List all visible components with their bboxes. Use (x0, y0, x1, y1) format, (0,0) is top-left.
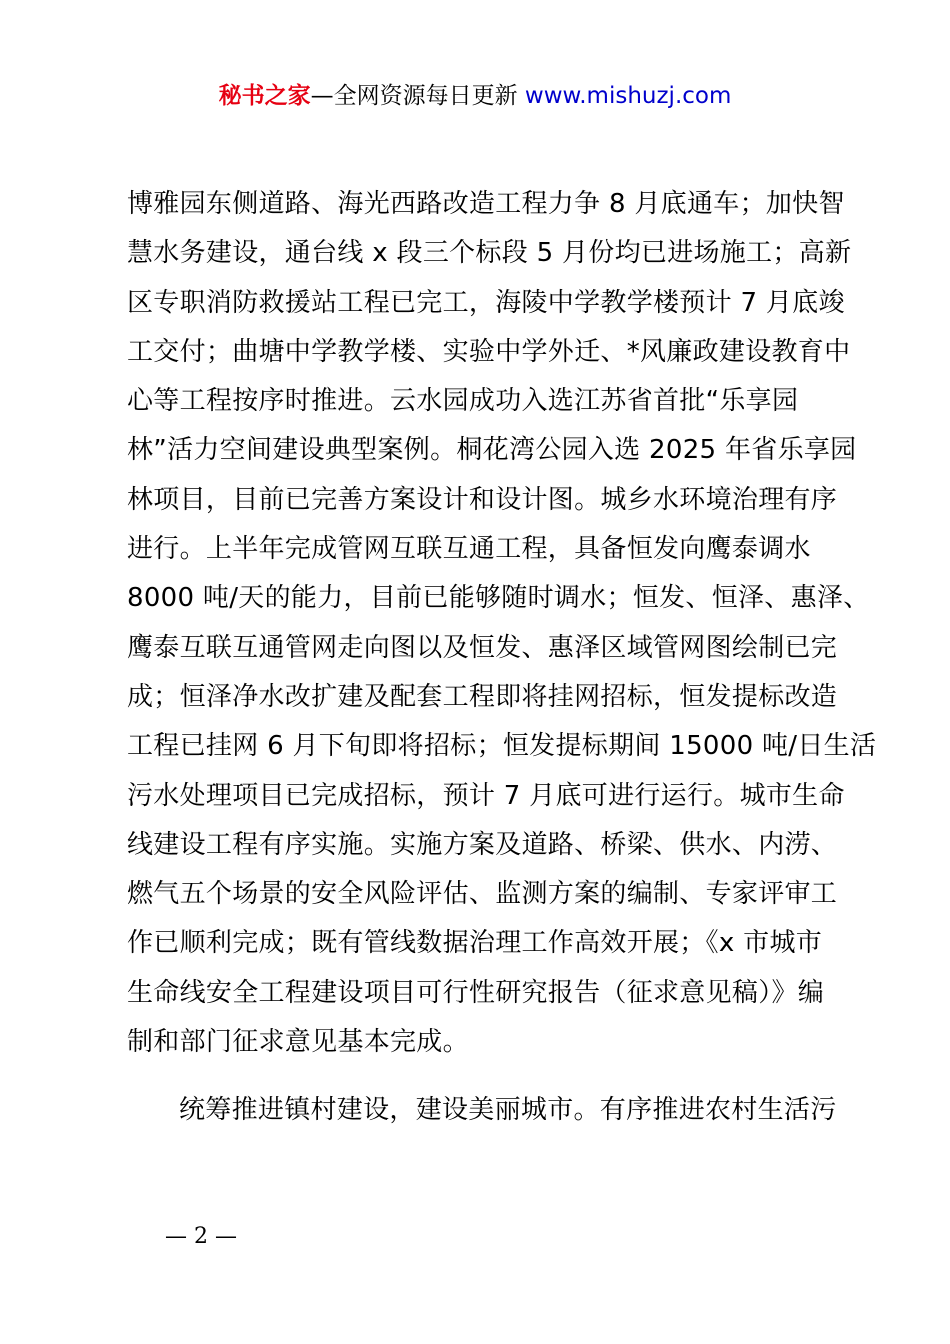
banner-url[interactable]: www.mishuzj.com (524, 83, 732, 109)
text-line: 鹰泰互联互通管网走向图以及恒发、惠泽区域管网图绘制已完 (127, 632, 838, 663)
banner-brand: 秘书之家 (218, 83, 311, 109)
text-line: 制和部门征求意见基本完成。 (127, 1027, 469, 1058)
page-number: — 2 — (165, 1224, 237, 1249)
text-line: 燃气五个场景的安全风险评估、监测方案的编制、专家评审工 (127, 879, 838, 910)
text-line: 林项目，目前已完善方案设计和设计图。城乡水环境治理有序 (127, 484, 838, 515)
text-line: 作已顺利完成；既有管线数据治理工作高效开展；《x 市城市 (127, 928, 823, 959)
text-line: 博雅园东侧道路、海光西路改造工程力争 8 月底通车；加快智 (127, 189, 845, 219)
document-body (127, 180, 877, 1136)
site-banner (0, 78, 950, 114)
text-line: 线建设工程有序实施。实施方案及道路、桥梁、供水、内涝、 (127, 829, 838, 860)
text-line: 工程已挂网 6 月下旬即将招标；恒发提标期间 15000 吨/日生活 (127, 731, 877, 762)
paragraph-2 (127, 1086, 837, 1135)
text-line: 统筹推进镇村建设，建设美丽城市。有序推进农村生活污 (179, 1095, 837, 1126)
paragraph-1 (127, 180, 877, 1067)
text-line: 进行。上半年完成管网互联互通工程，具备恒发向鹰泰调水 (127, 534, 811, 565)
paragraph-gap (127, 1067, 837, 1086)
text-line: 8000 吨/天的能力，目前已能够随时调水；恒发、恒泽、惠泽、 (127, 583, 870, 614)
banner-tagline: —全网资源每日更新 (310, 83, 518, 109)
text-line: 污水处理项目已完成招标，预计 7 月底可进行运行。城市生命 (127, 780, 845, 811)
text-line: 林”活力空间建设典型案例。桐花湾公园入选 2025 年省乐享园 (127, 435, 857, 466)
text-line: 成；恒泽净水改扩建及配套工程即将挂网招标，恒发提标改造 (127, 681, 838, 712)
text-line: 心等工程按序时推进。云水园成功入选江苏省首批“乐享园 (127, 386, 799, 417)
text-line: 慧水务建设，通台线 x 段三个标段 5 月份均已进场施工；高新 (127, 238, 852, 269)
text-line: 生命线安全工程建设项目可行性研究报告（征求意见稿）》编 (127, 977, 825, 1008)
text-line: 工交付；曲塘中学教学楼、实验中学外迁、*风廉政建设教育中 (127, 336, 851, 367)
text-line: 区专职消防救援站工程已完工，海陵中学教学楼预计 7 月底竣 (127, 287, 845, 318)
